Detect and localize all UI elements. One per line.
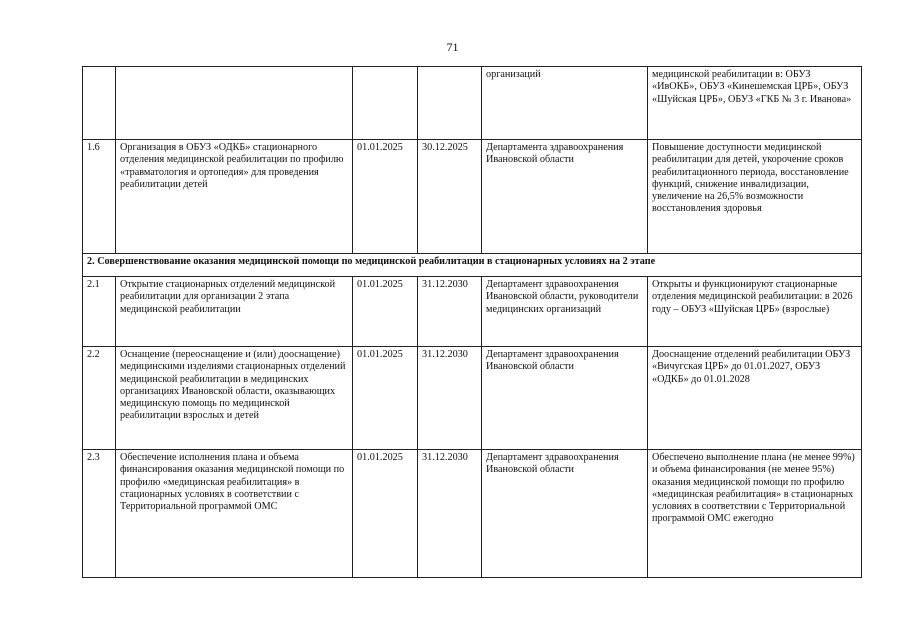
row-number: 2.3 (83, 450, 116, 578)
measure-text: Открытие стационарных отделений медицинской реабилитации для организации 2 этапа медицинской реабилитации (116, 277, 353, 347)
table-row (83, 347, 862, 450)
table-row (83, 450, 862, 578)
responsible-text: Департамент здравоохранения Ивановской области, руководители медицинских организаций (482, 277, 648, 347)
page-number: 71 (446, 40, 459, 54)
end-date: 31.12.2030 (418, 347, 482, 450)
responsible-text: Департамент здравоохранения Ивановской области (482, 347, 648, 450)
end-date: 31.12.2030 (418, 277, 482, 347)
row-number: 2.2 (83, 347, 116, 450)
result-text: медицинской реабилитации в: ОБУЗ «ИвОКБ», ОБУЗ «Кинешемская ЦРБ», ОБУЗ «Шуйская ЦРБ», ОБУЗ «ГКБ № 3 г. Иванова» (648, 67, 862, 140)
start-date: 01.01.2025 (353, 277, 418, 347)
row-number: 2.1 (83, 277, 116, 347)
end-date: 31.12.2030 (418, 450, 482, 578)
section-row (83, 254, 862, 277)
measure-text: Организация в ОБУЗ «ОДКБ» стационарного отделения медицинской реабилитации по профилю «травматология и ортопедия» для проведения реабилитации детей (116, 140, 353, 254)
section-title: 2. Совершенствование оказания медицинской помощи по медицинской реабилитации в стационарных условиях на 2 этапе (83, 254, 862, 277)
measures-table (82, 66, 862, 578)
start-date: 01.01.2025 (353, 347, 418, 450)
responsible-text: организаций (482, 67, 648, 140)
start-date: 01.01.2025 (353, 140, 418, 254)
row-number (83, 67, 116, 140)
start-date: 01.01.2025 (353, 450, 418, 578)
measure-text: Обеспечение исполнения плана и объема финансирования оказания медицинской помощи по профилю «медицинская реабилитация» в стационарных условиях в соответствии с Территориальной программой ОМС (116, 450, 353, 578)
row-number: 1.6 (83, 140, 116, 254)
end-date: 30.12.2025 (418, 140, 482, 254)
result-text: Повышение доступности медицинской реабилитации для детей, укорочение сроков реабилитационного периода, восстановление функций, снижение инвалидизации, увеличение на 26,5% возможности восстановления здоровья (648, 140, 862, 254)
start-date (353, 67, 418, 140)
result-text: Обеспечено выполнение плана (не менее 99%) и объема финансирования (не менее 95%) оказания медицинской помощи по профилю «медицинская реабилитация» в стационарных условиях в соответствии с Территориальной программой ОМС ежегодно (648, 450, 862, 578)
responsible-text: Департамент здравоохранения Ивановской области (482, 450, 648, 578)
responsible-text: Департамента здравоохранения Ивановской области (482, 140, 648, 254)
result-text: Открыты и функционируют стационарные отделения медицинской реабилитации: в 2026 году – ОБУЗ «Шуйская ЦРБ» (взрослые) (648, 277, 862, 347)
end-date (418, 67, 482, 140)
measure-text (116, 67, 353, 140)
table-row (83, 140, 862, 254)
measure-text: Оснащение (переоснащение и (или) дооснащение) медицинскими изделиями стационарных отделений медицинской реабилитации в медицинских организациях Ивановской области, оказывающих медицинскую помощь по медицинской реабилитации взрослых и детей (116, 347, 353, 450)
table-row (83, 277, 862, 347)
result-text: Дооснащение отделений реабилитации ОБУЗ «Вичугская ЦРБ» до 01.01.2027, ОБУЗ «ОДКБ» до 01.01.2028 (648, 347, 862, 450)
table-row (83, 67, 862, 140)
